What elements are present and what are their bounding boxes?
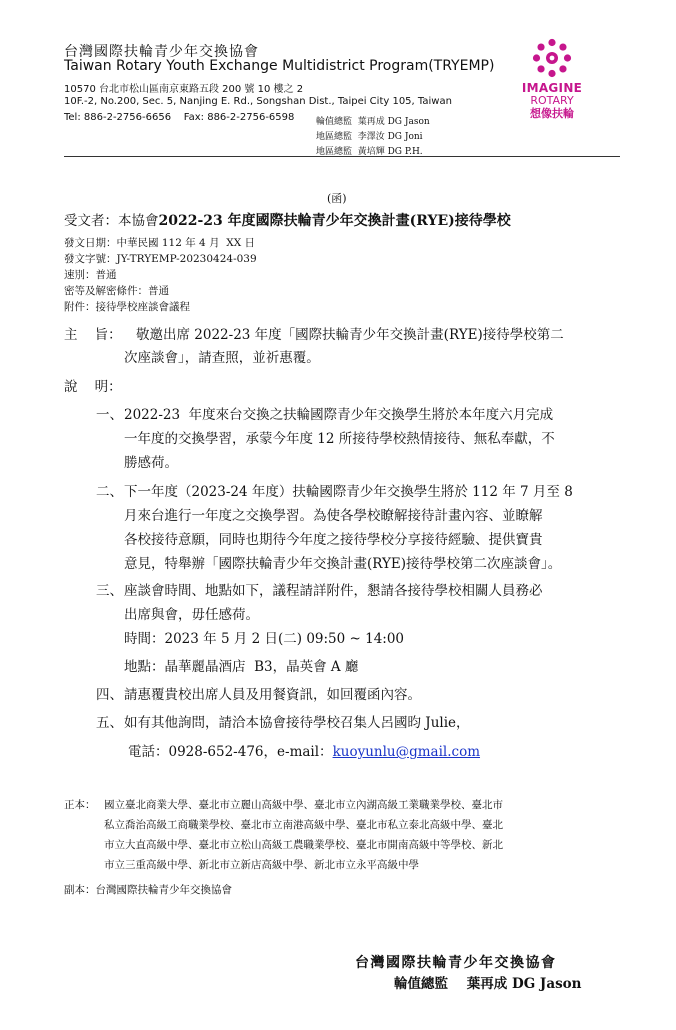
recipient bbox=[64, 209, 511, 230]
item-line: 意見，特舉辦「國際扶輪青少年交換計畫(RYE)接待學校第二次座談會」。 bbox=[124, 556, 562, 572]
rotary-logo bbox=[514, 38, 590, 120]
subject-line: 敬邀出席 2022-23 年度「國際扶輪青少年交換計畫(RYE)接待學校第二 bbox=[136, 327, 564, 343]
rotary-wheel-icon bbox=[532, 38, 572, 78]
document-type-label: (函) bbox=[327, 192, 347, 205]
item-line: 下一年度（2023-24 年度）扶輪國際青少年交換學生將於 112 年 7 月至 8 bbox=[124, 484, 573, 500]
speed: 速別：普通 bbox=[64, 269, 117, 281]
item-line: 月來台進行一年度之交換學習。為使各學校瞭解接待計畫內容、並瞭解 bbox=[124, 508, 543, 524]
item-line: 出席與會，毋任感荷。 bbox=[124, 607, 259, 623]
governor-line: 地區總監 李澤汝 DG Joni bbox=[316, 132, 423, 142]
attachment: 附件：接待學校座談會議程 bbox=[64, 301, 190, 313]
address-zh: 10570 台北市松山區南京東路五段 200 號 10 樓之 2 bbox=[64, 84, 304, 95]
address-en: 10F.-2, No.200, Sec. 5, Nanjing E. Rd., Songshan Dist., Taipei City 105, Taiwan bbox=[64, 96, 452, 107]
cc-main-line: 市立大直高級中學、臺北市立松山高級工農職業學校、臺北市開南高級中等學校、新北 bbox=[104, 839, 503, 851]
item-number: 一、 bbox=[96, 407, 123, 423]
signature-org: 台灣國際扶輪青少年交換協會 bbox=[355, 955, 557, 971]
item-number: 五、 bbox=[96, 715, 123, 731]
logo-rotary-text: ROTARY bbox=[530, 94, 574, 107]
item-line: 各校接待意願，同時也期待今年度之接待學校分享接待經驗、提供寶貴 bbox=[124, 532, 543, 548]
cc-main-line: 私立喬治高級工商職業學校、臺北市立南港高級中學、臺北市私立泰北高級中學、臺北 bbox=[104, 819, 503, 831]
cc-main-label: 正本： bbox=[64, 799, 96, 811]
item-line: 請惠覆貴校出席人員及用餐資訊，如回覆函內容。 bbox=[124, 687, 421, 703]
explanation-label: 說 明： bbox=[64, 379, 122, 395]
logo-imagine-text: IMAGINE bbox=[521, 81, 583, 95]
contact-phone: 電話：0928-652-476，e-mail： bbox=[128, 744, 333, 760]
subject-line: 次座談會」，請查照，並祈惠覆。 bbox=[124, 350, 320, 366]
signature-person: 輪值總監 葉再成 DG Jason bbox=[394, 976, 582, 992]
logo-chinese-text: 想像扶輪 bbox=[530, 107, 574, 120]
issue-date: 發文日期：中華民國 112 年 4 月 XX 日 bbox=[64, 237, 256, 249]
item-number: 四、 bbox=[96, 687, 123, 703]
item-number: 三、 bbox=[96, 583, 123, 599]
governor-line: 地區總監 黃培輝 DG P.H. bbox=[316, 147, 423, 157]
item-line: 如有其他詢問，請洽本協會接待學校召集人呂國昀 Julie， bbox=[124, 715, 470, 731]
item-line: 座談會時間、地點如下，議程請詳附件，懇請各接待學校相關人員務必 bbox=[124, 583, 543, 599]
cc-copy: 副本：台灣國際扶輪青少年交換協會 bbox=[64, 884, 232, 896]
tel-fax: Tel: 886-2-2756-6656 Fax: 886-2-2756-6598 bbox=[64, 112, 295, 123]
subject-label: 主 旨： bbox=[64, 327, 122, 343]
contact-email-link[interactable]: kuoyunlu@gmail.com bbox=[332, 744, 481, 760]
meeting-time: 時間：2023 年 5 月 2 日(二) 09:50 ~ 14:00 bbox=[124, 631, 405, 647]
item-line: 勝感荷。 bbox=[124, 455, 178, 471]
org-name-en: Taiwan Rotary Youth Exchange Multidistrict Program(TRYEMP) bbox=[64, 58, 495, 74]
cc-main-line: 市立三重高級中學、新北市立新店高級中學、新北市立永平高級中學 bbox=[104, 859, 419, 871]
governor-line: 輪值總監 葉再成 DG Jason bbox=[316, 117, 430, 127]
item-line: 一年度的交換學習，承蒙今年度 12 所接待學校熱情接待、無私奉獻，不 bbox=[124, 431, 555, 447]
meeting-place: 地點：晶華麗晶酒店 B3，晶英會 A 廳 bbox=[124, 659, 359, 675]
recipient-name: 2022-23 年度國際扶輪青少年交換計畫(RYE)接待學校 bbox=[158, 213, 511, 229]
header-divider bbox=[64, 156, 620, 157]
contact-line bbox=[128, 740, 480, 760]
recipient-prefix: 受文者：本協會 bbox=[64, 213, 159, 229]
org-name-zh: 台灣國際扶輪青少年交換協會 bbox=[64, 44, 259, 60]
cc-main-line: 國立臺北商業大學、臺北市立麗山高級中學、臺北市立內湖高級工業職業學校、臺北市 bbox=[104, 799, 503, 811]
item-line: 2022-23 年度來台交換之扶輪國際青少年交換學生將於本年度六月完成 bbox=[124, 407, 554, 423]
security-level: 密等及解密條件：普通 bbox=[64, 285, 169, 297]
item-number: 二、 bbox=[96, 484, 123, 500]
doc-number: 發文字號：JY-TRYEMP-20230424-039 bbox=[64, 253, 257, 265]
